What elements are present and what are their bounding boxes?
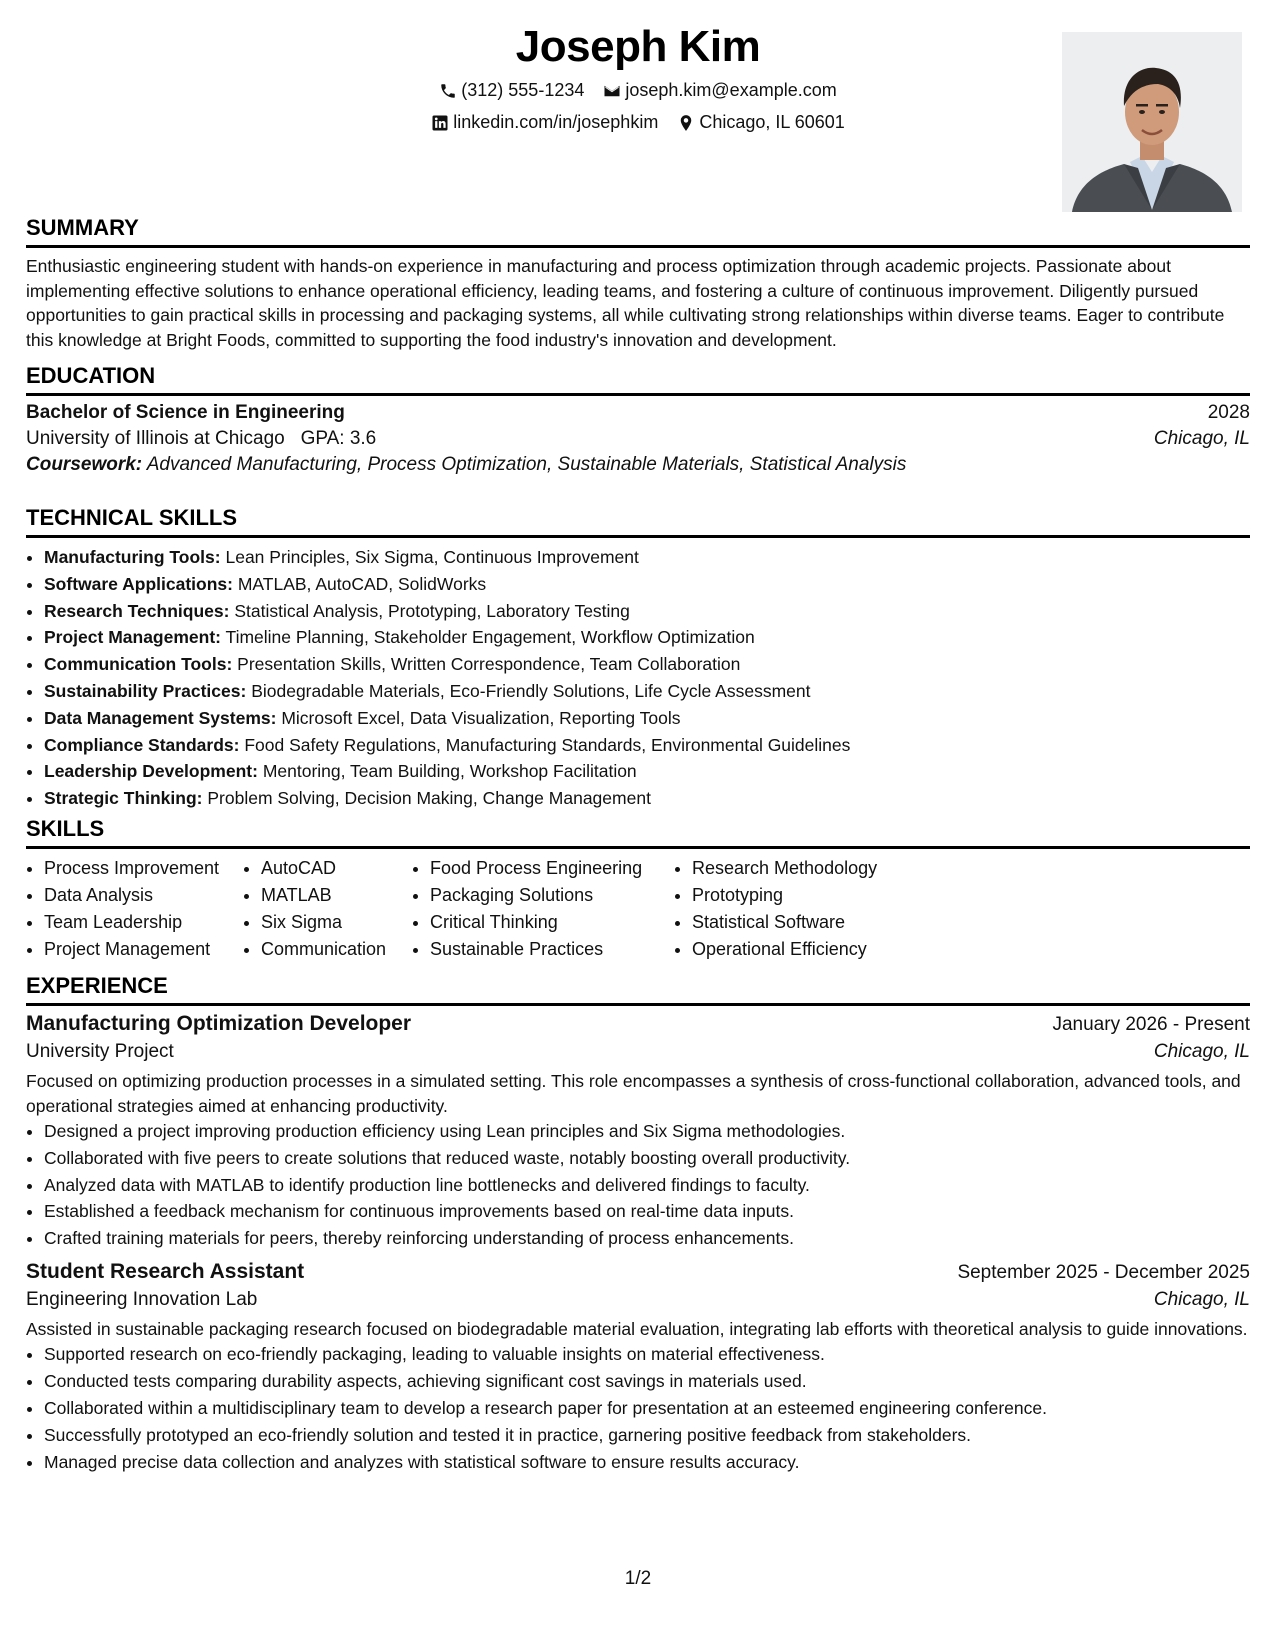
list-item: • Communication: [261, 936, 412, 963]
phone-contact: [439, 80, 584, 101]
candidate-name: Joseph Kim: [515, 22, 761, 71]
job-org-row: [26, 1289, 1250, 1311]
list-item: • Supported research on eco-friendly packaging, leading to valuable insights on material effectiveness.: [44, 1341, 1250, 1368]
list-item: • Packaging Solutions: [430, 882, 674, 909]
skill-category: Communication Tools:: [44, 654, 233, 675]
list-item: • Analyzed data with MATLAB to identify production line bottlenecks and delivered findings to faculty.: [44, 1172, 1250, 1199]
experience-section: [26, 973, 1250, 1475]
graduation-year: 2028: [1207, 402, 1250, 423]
job-title: Student Research Assistant: [26, 1259, 305, 1283]
job-title: Manufacturing Optimization Developer: [26, 1012, 412, 1035]
skill-values: Biodegradable Materials, Eco-Friendly Solutions, Life Cycle Assessment: [251, 680, 811, 701]
list-item: [44, 758, 1250, 785]
list-item: • AutoCAD: [261, 855, 412, 882]
email-address[interactable]: joseph.kim@example.com: [625, 80, 837, 100]
list-item: • Collaborated with five peers to create solutions that reduced waste, notably boosting overall productivity.: [44, 1145, 1250, 1172]
summary-heading: SUMMARY: [26, 215, 1250, 248]
location-contact: [677, 112, 844, 133]
school-name: University of Illinois at Chicago: [26, 428, 285, 449]
list-item: • Data Analysis: [44, 882, 243, 909]
phone-number: (312) 555-1234: [461, 80, 585, 100]
list-item: • Collaborated within a multidisciplinary team to develop a research paper for presentation at an esteemed engineering conference.: [44, 1395, 1250, 1422]
skill-values: Statistical Analysis, Prototyping, Laboratory Testing: [234, 600, 630, 621]
technical-skills-section: [26, 505, 1250, 812]
list-item: • Established a feedback mechanism for continuous improvements based on real-time data inputs.: [44, 1198, 1250, 1225]
experience-heading: EXPERIENCE: [26, 973, 1250, 1006]
skill-values: Mentoring, Team Building, Workshop Facilitation: [262, 761, 637, 782]
page-number: 1/2: [624, 1568, 652, 1589]
portrait-image: [1062, 32, 1242, 212]
map-pin-icon: [677, 114, 695, 132]
skill-values: Problem Solving, Decision Making, Change Management: [207, 788, 651, 809]
summary-text: Enthusiastic engineering student with hands-on experience in manufacturing and process optimization through academic projects. Passionate about implementing effective solutions to enhance operational efficiency, leading teams, and fostering a culture of continuous improvement. Diligently pursued opportunities to gain practical skills in processing and packaging systems, all while cultivating strong relationships within diverse teams. Eager to contribute this knowledge at Bright Foods, committed to supporting the food industry's innovation and development.: [26, 256, 1225, 350]
school-location: Chicago, IL: [1153, 428, 1250, 449]
job-entry: [26, 1260, 1250, 1475]
envelope-icon: [603, 82, 621, 100]
gpa: GPA: 3.6: [300, 428, 377, 449]
list-item: • Team Leadership: [44, 909, 243, 936]
skill-category: Software Applications:: [44, 573, 233, 594]
list-item: [44, 544, 1250, 571]
list-item: [44, 651, 1250, 678]
job-title-row: [26, 1012, 1250, 1036]
degree-name: Bachelor of Science in Engineering: [26, 402, 345, 423]
job-location: Chicago, IL: [1153, 1288, 1250, 1310]
list-item: • Successfully prototyped an eco-friendly solution and tested it in practice, garnering positive feedback from stakeholders.: [44, 1422, 1250, 1449]
job-org-row: [26, 1041, 1250, 1063]
skill-values: Microsoft Excel, Data Visualization, Reporting Tools: [281, 707, 681, 728]
job-summary: Focused on optimizing production processes in a simulated setting. This role encompasses a synthesis of cross-functional collaboration, advanced tools, and operational strategies aimed at enhancing productivity.: [26, 1071, 1241, 1116]
skill-category: Compliance Standards:: [44, 734, 240, 755]
job-organization: University Project: [26, 1041, 174, 1062]
job-location: Chicago, IL: [1153, 1041, 1250, 1062]
skill-values: Timeline Planning, Stakeholder Engagement, Workflow Optimization: [225, 627, 755, 648]
skill-category: Data Management Systems:: [44, 707, 277, 728]
job-summary: Assisted in sustainable packaging research focused on biodegradable material evaluation, integrating lab efforts with theoretical analysis to guide innovations.: [26, 1318, 1248, 1339]
skill-category: Leadership Development:: [44, 761, 258, 782]
job-dates: September 2025 - December 2025: [957, 1261, 1250, 1283]
skills-grid: [26, 855, 1250, 963]
job-bullets: [26, 1118, 1250, 1252]
resume-header: [26, 0, 1250, 215]
technical-skills-heading: TECHNICAL SKILLS: [26, 505, 1250, 538]
skill-category: Project Management:: [44, 627, 221, 648]
skills-column-3: [412, 855, 674, 963]
technical-skills-list: [26, 544, 1250, 812]
email-contact[interactable]: [603, 80, 836, 101]
skill-category: Manufacturing Tools:: [44, 547, 221, 567]
degree-row: [26, 402, 1250, 424]
list-item: [44, 624, 1250, 651]
job-title-row: [26, 1260, 1250, 1284]
list-item: • Designed a project improving production efficiency using Lean principles and Six Sigma methodologies.: [44, 1118, 1250, 1145]
list-item: • Sustainable Practices: [430, 936, 674, 963]
list-item: • MATLAB: [261, 882, 412, 909]
skill-values: MATLAB, AutoCAD, SolidWorks: [237, 573, 487, 594]
phone-icon: [439, 82, 457, 100]
job-bullets: [26, 1341, 1250, 1475]
list-item: [44, 598, 1250, 625]
list-item: • Process Improvement: [44, 855, 243, 882]
list-item: • Managed precise data collection and analyzes with statistical software to ensure results accuracy.: [44, 1449, 1250, 1476]
location-text: Chicago, IL 60601: [699, 112, 845, 132]
list-item: • Six Sigma: [261, 909, 412, 936]
skill-category: Sustainability Practices:: [44, 680, 247, 701]
list-item: • Operational Efficiency: [692, 936, 932, 963]
linkedin-url[interactable]: linkedin.com/in/josephkim: [453, 112, 659, 132]
coursework-row: [26, 454, 1250, 476]
education-section: [26, 363, 1250, 476]
linkedin-contact[interactable]: [431, 112, 658, 133]
list-item: • Crafted training materials for peers, thereby reinforcing understanding of process enhancements.: [44, 1225, 1250, 1252]
resume-page: [26, 0, 1250, 1650]
job-organization: Engineering Innovation Lab: [26, 1288, 258, 1310]
skills-column-1: [26, 855, 243, 963]
skill-values: Food Safety Regulations, Manufacturing Standards, Environmental Guidelines: [244, 734, 851, 755]
list-item: [44, 571, 1250, 598]
skills-section: [26, 816, 1250, 963]
skill-values: Lean Principles, Six Sigma, Continuous Improvement: [225, 547, 639, 567]
list-item: • Critical Thinking: [430, 909, 674, 936]
summary-section: [26, 215, 1250, 352]
education-heading: EDUCATION: [26, 363, 1250, 396]
list-item: • Food Process Engineering: [430, 855, 674, 882]
list-item: [44, 785, 1250, 812]
linkedin-icon: [431, 114, 449, 132]
list-item: • Statistical Software: [692, 909, 932, 936]
coursework-label: Coursework:: [26, 454, 143, 475]
job-entry: [26, 1012, 1250, 1252]
skill-category: Research Techniques:: [44, 600, 230, 621]
list-item: • Prototyping: [692, 882, 932, 909]
list-item: • Research Methodology: [692, 855, 932, 882]
list-item: [44, 732, 1250, 759]
list-item: [44, 705, 1250, 732]
school-info: [26, 428, 376, 450]
list-item: • Conducted tests comparing durability aspects, achieving significant cost savings in materials used.: [44, 1368, 1250, 1395]
coursework-list: Advanced Manufacturing, Process Optimization, Sustainable Materials, Statistical Analysis: [146, 454, 907, 475]
skill-category: Strategic Thinking:: [44, 788, 203, 809]
list-item: • Project Management: [44, 936, 243, 963]
skills-column-2: [243, 855, 412, 963]
skills-column-4: [674, 855, 932, 963]
skills-heading: SKILLS: [26, 816, 1250, 849]
school-row: [26, 428, 1250, 450]
skill-values: Presentation Skills, Written Correspondence, Team Collaboration: [237, 654, 741, 675]
job-dates: January 2026 - Present: [1052, 1014, 1250, 1035]
list-item: [44, 678, 1250, 705]
profile-photo: [1062, 32, 1242, 212]
